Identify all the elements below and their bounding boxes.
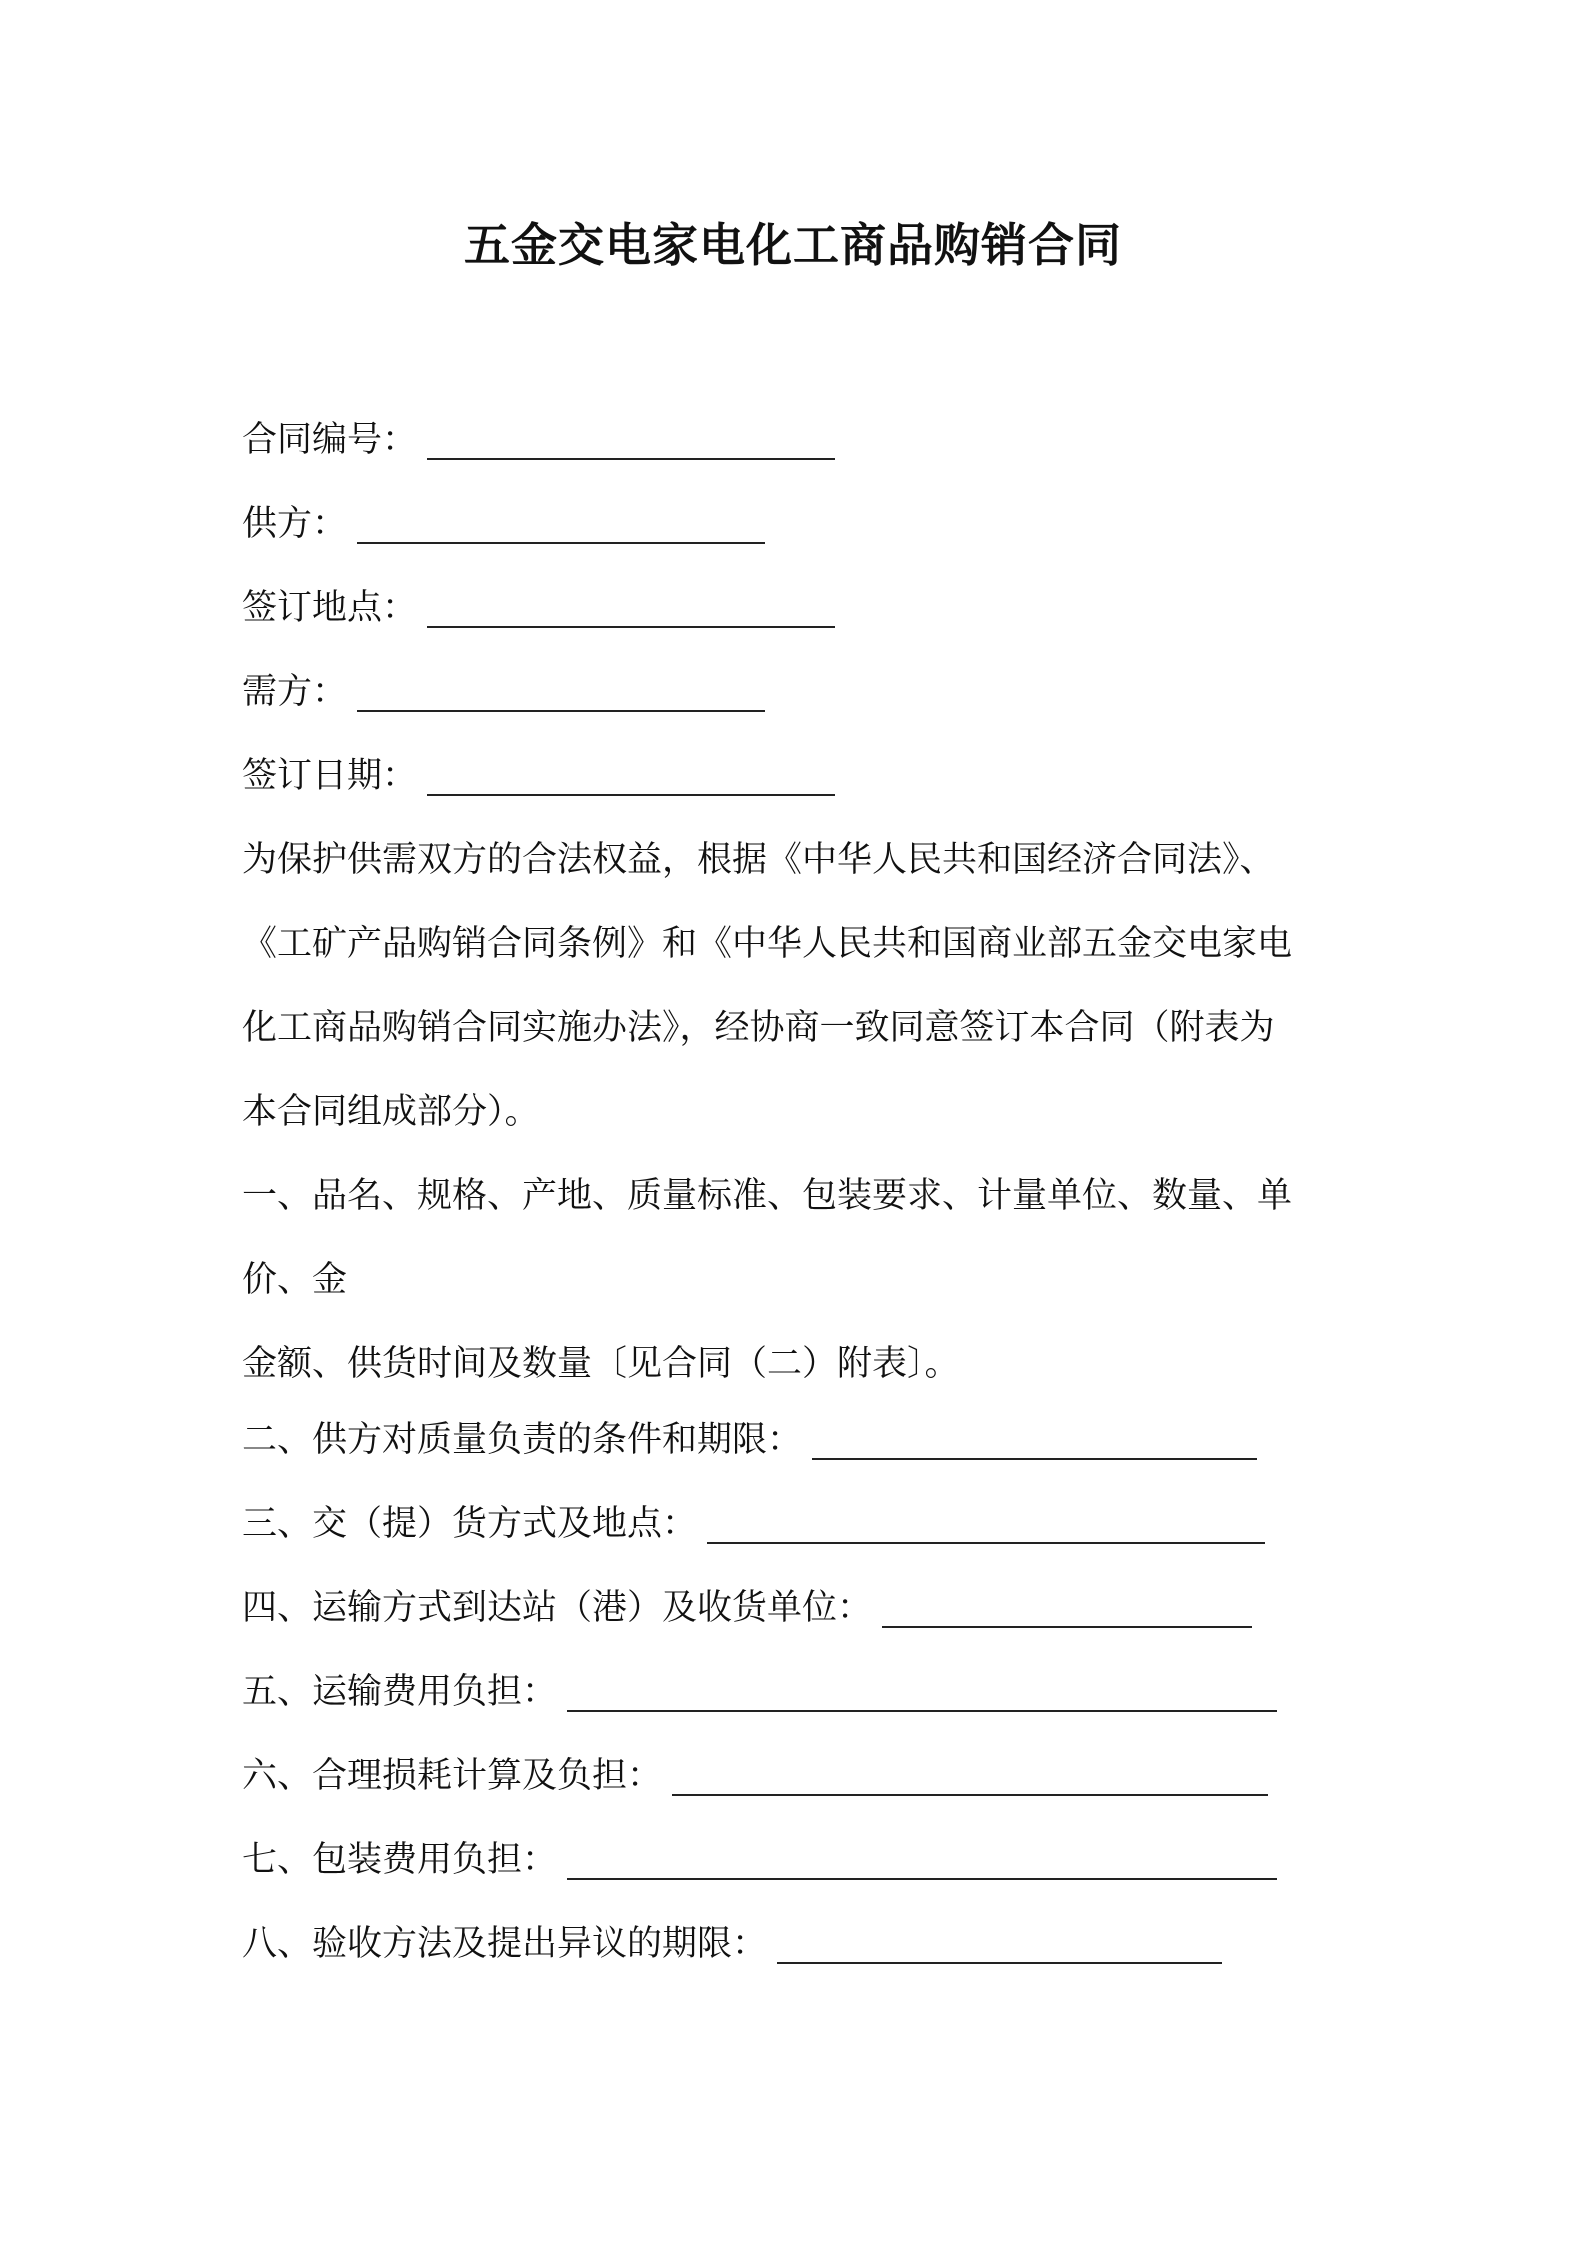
clause-4-label: 四、运输方式到达站（港）及收货单位： <box>242 1588 873 1628</box>
sign-place-label: 签订地点： <box>242 588 418 628</box>
clause-8-label: 八、验收方法及提出异议的期限： <box>242 1924 768 1964</box>
clause-5-row <box>242 1662 1277 1722</box>
sign-date-row <box>242 746 835 806</box>
preamble-paragraph <box>242 818 1372 1154</box>
clause-4-blank[interactable] <box>882 1592 1252 1628</box>
clause-8-blank[interactable] <box>777 1928 1222 1964</box>
clause-6-row <box>242 1746 1268 1806</box>
clause-2-blank[interactable] <box>812 1424 1257 1460</box>
sign-place-blank[interactable] <box>427 592 835 628</box>
supplier-label: 供方： <box>242 504 348 544</box>
clause-5-label: 五、运输费用负担： <box>242 1672 558 1712</box>
clause-1-line-2: 价、金 <box>242 1260 348 1300</box>
clause-4-row <box>242 1578 1252 1638</box>
contract-no-row <box>242 410 835 470</box>
clause-7-blank[interactable] <box>567 1844 1277 1880</box>
preamble-line-2: 《工矿产品购销合同条例》和《中华人民共和国商业部五金交电家电 <box>242 924 1293 964</box>
clause-1-line-3: 金额、供货时间及数量〔见合同（二）附表〕。 <box>242 1344 960 1384</box>
preamble-line-1: 为保护供需双方的合法权益，根据《中华人民共和国经济合同法》、 <box>242 840 1275 880</box>
clause-3-blank[interactable] <box>707 1508 1265 1544</box>
clause-8-row <box>242 1914 1222 1974</box>
clause-1-paragraph <box>242 1154 1372 1406</box>
preamble-line-4: 本合同组成部分）。 <box>242 1092 540 1132</box>
sign-date-label: 签订日期： <box>242 756 418 796</box>
clause-5-blank[interactable] <box>567 1676 1277 1712</box>
contract-no-label: 合同编号： <box>242 420 418 460</box>
clause-3-row <box>242 1494 1265 1554</box>
clause-6-label: 六、合理损耗计算及负担： <box>242 1756 663 1796</box>
clause-1-line-1: 一、品名、规格、产地、质量标准、包装要求、计量单位、数量、单 <box>242 1176 1293 1216</box>
clause-7-row <box>242 1830 1277 1890</box>
sign-place-row <box>242 578 835 638</box>
sign-date-blank[interactable] <box>427 760 835 796</box>
supplier-blank[interactable] <box>357 508 765 544</box>
supplier-row <box>242 494 765 554</box>
clause-7-label: 七、包装费用负担： <box>242 1840 558 1880</box>
buyer-label: 需方： <box>242 672 348 712</box>
clause-6-blank[interactable] <box>672 1760 1268 1796</box>
buyer-blank[interactable] <box>357 676 765 712</box>
contract-no-blank[interactable] <box>427 424 835 460</box>
clause-3-label: 三、交（提）货方式及地点： <box>242 1504 698 1544</box>
document-title: 五金交电家电化工商品购销合同 <box>464 218 1122 272</box>
buyer-row <box>242 662 765 722</box>
preamble-line-3: 化工商品购销合同实施办法》，经协商一致同意签订本合同（附表为 <box>242 1008 1275 1048</box>
clause-2-row <box>242 1410 1257 1470</box>
clause-2-label: 二、供方对质量负责的条件和期限： <box>242 1420 803 1460</box>
